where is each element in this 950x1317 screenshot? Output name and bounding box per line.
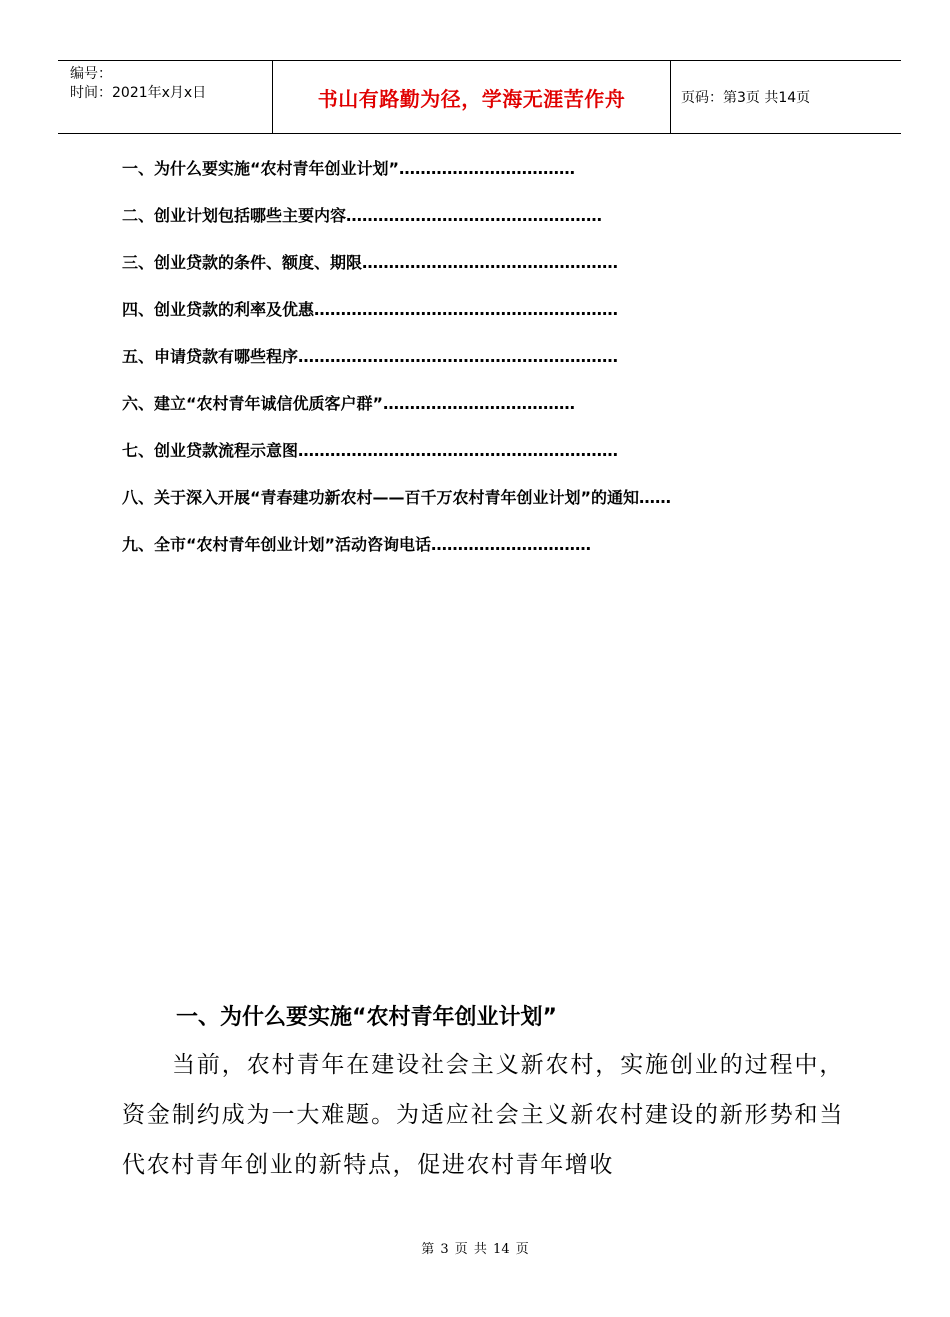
table-of-contents bbox=[122, 152, 862, 575]
section-heading: 一、为什么要实施“农村青年创业计划” bbox=[176, 1005, 557, 1030]
document-number-label: 编号： bbox=[70, 66, 112, 82]
toc-item[interactable]: 四、创业贷款的利率及优惠………………………………………………… bbox=[122, 300, 619, 319]
page-footer: 第 3 页 共 14 页 bbox=[421, 1242, 529, 1257]
toc-item[interactable]: 三、创业贷款的条件、额度、期限………………………………………… bbox=[122, 253, 619, 272]
header-motto: 书山有路勤为径，学海无涯苦作舟 bbox=[273, 61, 671, 133]
document-time-label: 时间：2021年x月x日 bbox=[70, 85, 207, 101]
header-meta bbox=[58, 61, 273, 133]
toc-item[interactable]: 五、申请贷款有哪些程序…………………………………………………… bbox=[122, 347, 619, 366]
page-header bbox=[58, 60, 901, 134]
toc-item[interactable]: 八、关于深入开展“青春建功新农村——百千万农村青年创业计划”的通知…… bbox=[122, 488, 672, 507]
toc-item[interactable]: 二、创业计划包括哪些主要内容………………………………………… bbox=[122, 206, 603, 225]
toc-item[interactable]: 六、建立“农村青年诚信优质客户群”……………………………… bbox=[122, 394, 576, 413]
toc-item[interactable]: 七、创业贷款流程示意图…………………………………………………… bbox=[122, 441, 619, 460]
toc-item[interactable]: 一、为什么要实施“农村青年创业计划”…………………………… bbox=[122, 159, 576, 178]
toc-item[interactable]: 九、全市“农村青年创业计划”活动咨询电话………………………… bbox=[122, 535, 592, 554]
section-paragraph: 当前，农村青年在建设社会主义新农村，实施创业的过程中，资金制约成为一大难题。为适应社会主义新农村建设的新形势和当代农村青年创业的新特点，促进农村青年增收 bbox=[122, 1052, 844, 1178]
header-page-number: 页码：第3页 共14页 bbox=[681, 90, 811, 106]
